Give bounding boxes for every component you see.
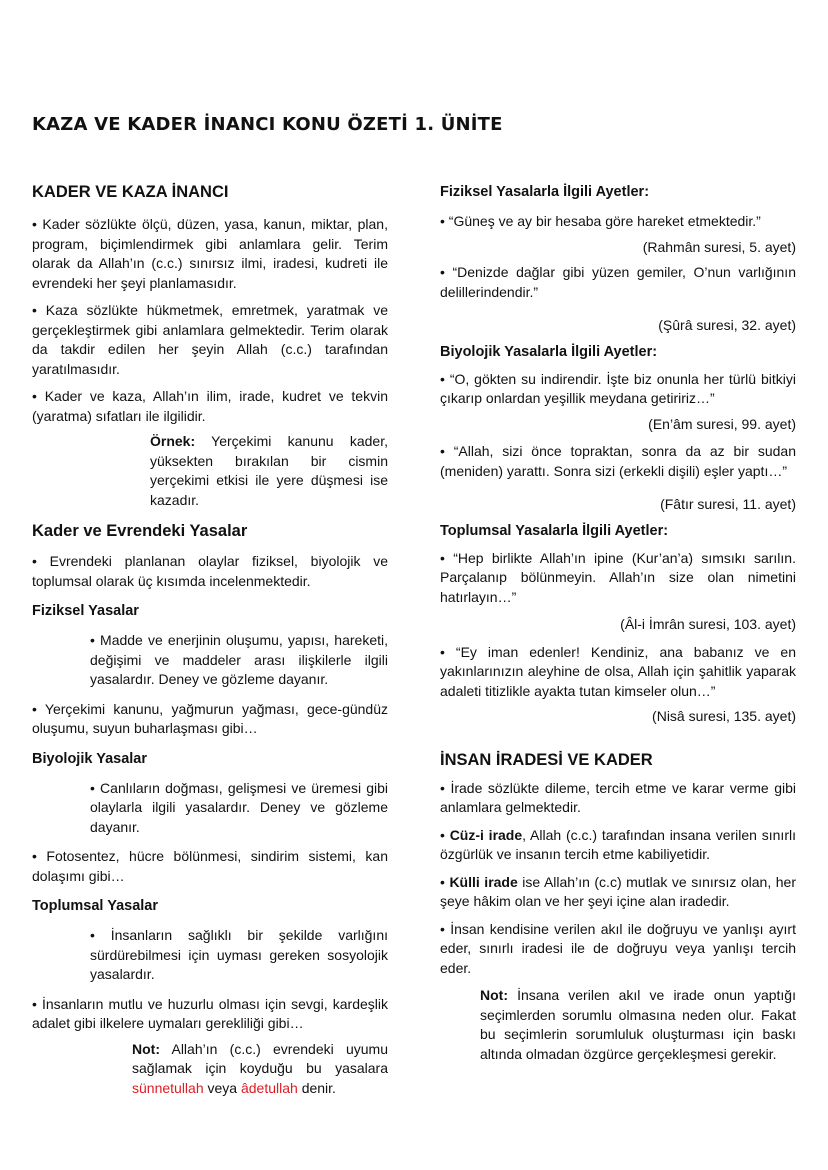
note-label: Not: — [480, 987, 508, 1003]
irade-definition: • İrade sözlükte dileme, tercih etme ve karar verme gibi anlamlara gelmektedir. — [440, 779, 796, 815]
note-box-sorumluluk — [440, 986, 796, 1064]
ayet-fatir: • “Allah, sizi önce topraktan, sonra da az bir sudan (meniden) yarattı. Sonra sizi (erkekli dişili) eşler yaptı…” — [440, 443, 796, 479]
heading-insan-iradesi: İNSAN İRADESİ VE KADER — [440, 750, 653, 769]
term-sunnetullah: sünnetullah — [132, 1079, 204, 1096]
cuzi-irade-term: Cüz-i irade — [449, 826, 523, 843]
term-adetullah: âdetullah — [240, 1079, 298, 1096]
paragraph-kader-definition: • Kader sözlükte ölçü, düzen, yasa, kanun, miktar, plan, program, biçimlendirmek gibi anlamlara gelir. Terim olarak da Allah’ın (c.c.) sınırsız ilmi, iradesi, kudreti ile evrendeki her şeyi planlamasıdır. — [32, 216, 388, 291]
ayet-fatir-ref: (Fâtır suresi, 11. ayet) — [660, 496, 796, 512]
note-box-sunnetullah — [32, 1040, 388, 1099]
left-column — [32, 181, 388, 1098]
ayet-al-i-imran: • “Hep birlikte Allah’ın ipine (Kur’an’a) sımsıkı sarılın. Parçalanıp bölünmeyin. Allah’ın size olan nimetini hatırlayın…” — [440, 549, 796, 605]
note-text-2: veya — [203, 1079, 241, 1096]
ayet-enam-ref: (En’âm suresi, 99. ayet) — [648, 415, 796, 432]
paragraph-kader-kaza-sifatlar: • Kader ve kaza, Allah’ın ilim, irade, kudret ve tekvin (yaratma) sıfatları ile ilgilidir. — [32, 388, 388, 424]
page-title: KAZA VE KADER İNANCI KONU ÖZETİ 1. ÜNİTE — [32, 114, 503, 135]
ayet-nisa-ref: (Nisâ suresi, 135. ayet) — [652, 708, 796, 724]
example-text: Yerçekimi kanunu kader, yüksekten bırakılan bir cismin yerçekimi etkisi ile yere düşmesi ise kazadır. — [150, 433, 388, 508]
fiziksel-examples: • Yerçekimi kanunu, yağmurun yağması, gece-gündüz oluşumu, suyun buharlaşması gibi… — [32, 700, 388, 736]
bullet: • — [440, 873, 450, 890]
kulli-irade-paragraph — [440, 873, 796, 912]
cuzi-irade-paragraph — [440, 826, 796, 865]
ayet-rahman-ref: (Rahmân suresi, 5. ayet) — [642, 238, 796, 255]
biyolojik-examples: • Fotosentez, hücre bölünmesi, sindirim sistemi, kan dolaşımı gibi… — [32, 848, 388, 884]
kulli-irade-text: ise Allah’ın (c.c) mutlak ve sınırsız olan, her şeye hâkim olan ve her şeyi içine alan iradedir. — [440, 873, 796, 909]
bullet: • — [440, 826, 450, 843]
biyolojik-definition: • Canlıların doğması, gelişmesi ve üremesi gibi olaylarla ilgili yasalardır. Deney ve gözleme dayanır. — [90, 779, 388, 835]
heading-biyolojik-yasalar: Biyolojik Yasalar — [32, 750, 147, 767]
heading-fiziksel-yasalar: Fiziksel Yasalar — [32, 603, 139, 619]
heading-biyolojik-ayetler: Biyolojik Yasalarla İlgili Ayetler: — [440, 343, 658, 360]
ayet-nisa: • “Ey iman edenler! Kendiniz, ana babanız ve en yakınlarınızın aleyhine de olsa, Allah için şahitlik yaparak adaleti titizlikle ayakta tutan kimseler olun…” — [440, 643, 796, 699]
right-column — [440, 181, 796, 1064]
ayet-enam: • “O, gökten su indirendir. İşte biz onunla her türlü bitkiyi çıkarıp onlardan yeşillik meydana getiririz…” — [440, 370, 796, 406]
paragraph-yasalar-intro: • Evrendeki planlanan olaylar fiziksel, biyolojik ve toplumsal olarak üç kısımda incelenmektedir. — [32, 553, 388, 589]
akil-irade-paragraph: • İnsan kendisine verilen akıl ile doğruyu ve yanlışı ayırt eder, sınırlı iradesi ile de doğruyu veya yanlışı tercih eder. — [440, 920, 796, 976]
heading-toplumsal-ayetler: Toplumsal Yasalarla İlgili Ayetler: — [440, 522, 669, 539]
note-label: Not: — [132, 1040, 160, 1057]
fiziksel-definition: • Madde ve enerjinin oluşumu, yapısı, hareketi, değişimi ve maddeler arası ilişkilerle ilgili yasalardır. Deney ve gözleme dayanır. — [90, 632, 388, 687]
kulli-irade-term: Külli irade — [449, 873, 518, 890]
note-text-1: Allah’ın (c.c.) evrendeki uyumu sağlamak için koyduğu bu yasalara — [132, 1040, 388, 1076]
note-text: İnsana verilen akıl ve irade onun yaptığı seçimlerden sorumlu olmasına neden olur. Fakat bu seçimlerin sorumluluk oluşturması için baskı altında olmadan özgürce gerçekleşmesi gerekir. — [480, 987, 796, 1062]
heading-toplumsal-yasalar: Toplumsal Yasalar — [32, 898, 158, 914]
heading-evrendeki-yasalar: Kader ve Evrendeki Yasalar — [32, 522, 248, 540]
heading-fiziksel-ayetler: Fiziksel Yasalarla İlgili Ayetler: — [440, 184, 650, 200]
paragraph-kaza-definition: • Kaza sözlükte hükmetmek, emretmek, yaratmak ve gerçekleştirmek gibi anlamlara gelmektedir. Terim olarak da takdir edilen her şeyin Allah (c.c.) tarafından yaratılmasıdır. — [32, 302, 388, 377]
ayet-rahman: • “Güneş ve ay bir hesaba göre hareket etmektedir.” — [440, 213, 761, 229]
note-text-3: denir. — [297, 1079, 336, 1096]
heading-kader-kaza: KADER VE KAZA İNANCI — [32, 183, 229, 201]
ayet-sura-ref: (Şûrâ suresi, 32. ayet) — [658, 317, 796, 333]
toplumsal-definition: • İnsanların sağlıklı bir şekilde varlığını sürdürebilmesi için uyması gereken sosyolojik yasalardır. — [90, 927, 388, 982]
ayet-al-i-imran-ref: (Âl-i İmrân suresi, 103. ayet) — [620, 616, 796, 632]
example-box — [32, 432, 388, 510]
toplumsal-examples: • İnsanların mutlu ve huzurlu olması için sevgi, kardeşlik adalet gibi ilkelere uymaları gerekliliği gibi… — [32, 995, 388, 1031]
cuzi-irade-text: , Allah (c.c.) tarafından insana verilen sınırlı özgürlük ve insanın tercih etme kabiliyetidir. — [440, 826, 796, 862]
example-label: Örnek: — [150, 433, 196, 449]
ayet-sura: • “Denizde dağlar gibi yüzen gemiler, O’nun varlığının delillerindendir.” — [440, 264, 796, 300]
